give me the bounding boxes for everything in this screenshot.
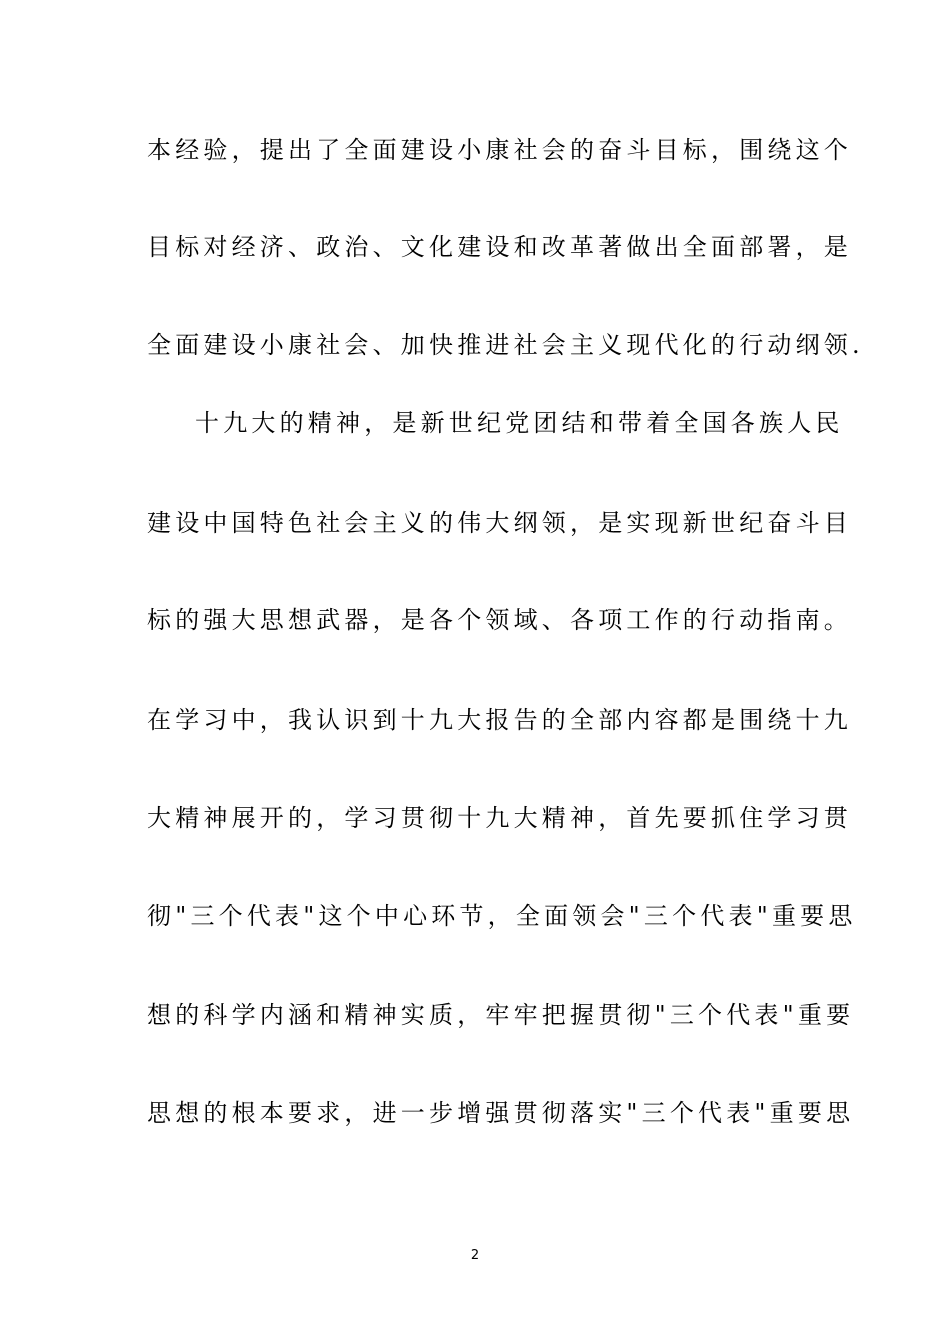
text-line-11: 思想的根本要求，进一步增强贯彻落实"三个代表"重要思 [147, 1099, 855, 1127]
text-line-3: 全面建设小康社会、加快推进社会主义现代化的行动纲领. [147, 331, 864, 359]
text-line-7: 在学习中，我认识到十九大报告的全部内容都是围绕十九 [147, 706, 852, 734]
text-line-4: 十九大的精神，是新世纪党团结和带着全国各族人民 [195, 409, 844, 437]
text-line-9: 彻"三个代表"这个中心环节，全面领会"三个代表"重要思 [147, 902, 857, 930]
text-line-10: 想的科学内涵和精神实质，牢牢把握贯彻"三个代表"重要 [147, 1001, 855, 1029]
text-line-6: 标的强大思想武器，是各个领域、各项工作的行动指南。 [147, 606, 852, 634]
text-line-8: 大精神展开的，学习贯彻十九大精神，首先要抓住学习贯 [147, 804, 852, 832]
text-line-1: 本经验，提出了全面建设小康社会的奋斗目标，围绕这个 [147, 136, 852, 164]
text-line-2: 目标对经济、政治、文化建设和改革著做出全面部署，是 [147, 233, 852, 261]
text-line-5: 建设中国特色社会主义的伟大纲领，是实现新世纪奋斗目 [147, 509, 852, 537]
page-number: 2 [470, 1248, 480, 1263]
